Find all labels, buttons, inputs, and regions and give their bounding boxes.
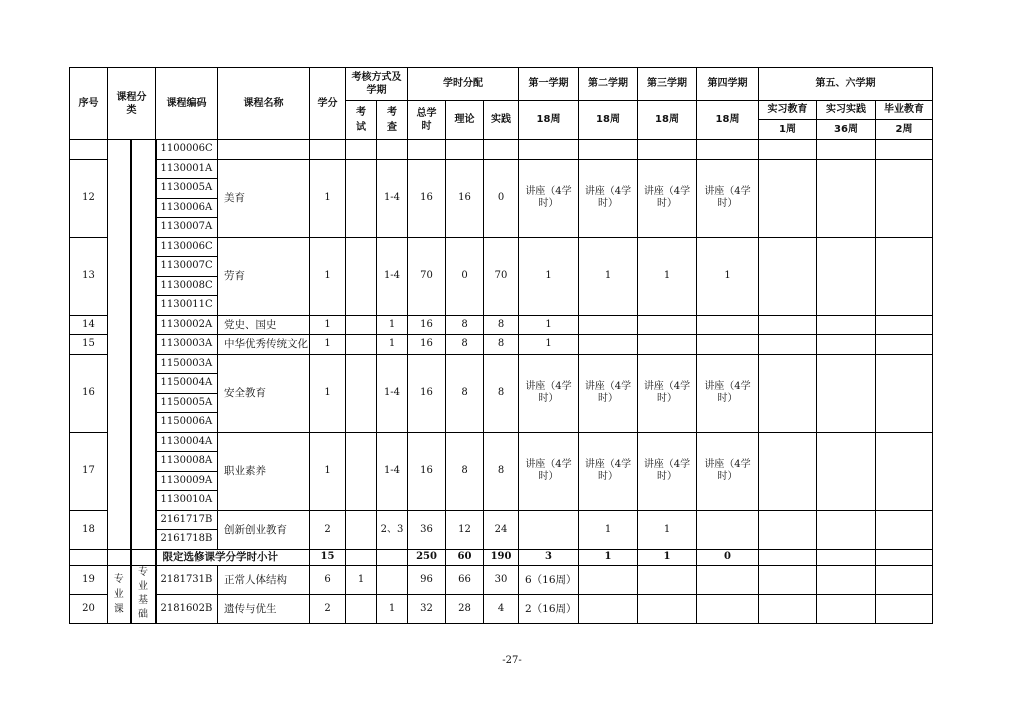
header-seq: 序号 bbox=[70, 68, 108, 140]
empty-cell bbox=[817, 594, 876, 623]
check-cell: 1 bbox=[377, 315, 408, 335]
empty-cell bbox=[759, 565, 817, 594]
internship-cell bbox=[759, 159, 817, 237]
table-row bbox=[70, 565, 933, 594]
header-exam: 考试 bbox=[346, 101, 377, 140]
check-cell: 1-4 bbox=[377, 354, 408, 432]
sem4-cell bbox=[697, 510, 759, 549]
empty-cell bbox=[579, 565, 638, 594]
exam-cell bbox=[346, 237, 377, 315]
practice-cell: 8 bbox=[484, 315, 519, 335]
sem4-cell: 讲座（4学时） bbox=[697, 159, 759, 237]
header-weeks-1: 1周 bbox=[759, 120, 817, 140]
empty-cell bbox=[218, 140, 310, 160]
subtotal-practice: 190 bbox=[484, 549, 519, 565]
header-sem2: 第二学期 bbox=[579, 68, 638, 101]
table-row bbox=[70, 315, 933, 335]
training-cell bbox=[817, 159, 876, 237]
major-subcategory: 专业基础 bbox=[131, 565, 156, 623]
header-practice: 实践 bbox=[484, 101, 519, 140]
header-sem4: 第四学期 bbox=[697, 68, 759, 101]
header-total-hours: 总学时 bbox=[408, 101, 446, 140]
course-code: 2181602B bbox=[156, 594, 218, 623]
course-code: 1130007C bbox=[156, 257, 218, 277]
empty-cell bbox=[817, 140, 876, 160]
theory-cell: 8 bbox=[446, 354, 484, 432]
subtotal-exam bbox=[346, 549, 377, 565]
sem2-cell: 讲座（4学时） bbox=[579, 159, 638, 237]
seq-cell: 14 bbox=[70, 315, 108, 335]
total-hours-cell: 16 bbox=[408, 315, 446, 335]
header-credit: 学分 bbox=[310, 68, 346, 140]
subtotal-graduation bbox=[876, 549, 933, 565]
practice-cell: 0 bbox=[484, 159, 519, 237]
check-cell bbox=[377, 565, 408, 594]
empty-cell bbox=[579, 594, 638, 623]
internship-cell bbox=[759, 354, 817, 432]
sem1-cell bbox=[519, 510, 579, 549]
sem3-cell bbox=[638, 335, 697, 355]
course-name: 职业素养 bbox=[218, 432, 310, 510]
internship-cell bbox=[759, 237, 817, 315]
exam-cell bbox=[346, 432, 377, 510]
exam-cell bbox=[346, 594, 377, 623]
theory-cell: 28 bbox=[446, 594, 484, 623]
subtotal-internship bbox=[759, 549, 817, 565]
internship-cell bbox=[759, 432, 817, 510]
course-code: 1130011C bbox=[156, 296, 218, 316]
empty-cell bbox=[484, 140, 519, 160]
total-hours-cell: 16 bbox=[408, 432, 446, 510]
course-code: 1130006A bbox=[156, 198, 218, 218]
category-cell bbox=[108, 140, 131, 550]
sem1-cell: 讲座（4学时） bbox=[519, 432, 579, 510]
course-code: 2161718B bbox=[156, 530, 218, 550]
course-code: 1130009A bbox=[156, 471, 218, 491]
graduation-cell bbox=[876, 237, 933, 315]
sem3-cell: 1 bbox=[638, 237, 697, 315]
sem3-cell: 讲座（4学时） bbox=[638, 432, 697, 510]
sem1-cell: 6（16周） bbox=[519, 565, 579, 594]
exam-cell bbox=[346, 315, 377, 335]
course-code: 1130002A bbox=[156, 315, 218, 335]
check-cell: 2、3 bbox=[377, 510, 408, 549]
course-code: 1150004A bbox=[156, 374, 218, 394]
total-hours-cell: 96 bbox=[408, 565, 446, 594]
credit-cell: 1 bbox=[310, 354, 346, 432]
sem4-cell: 讲座（4学时） bbox=[697, 432, 759, 510]
seq-cell: 18 bbox=[70, 510, 108, 549]
header-sem1-weeks: 18周 bbox=[519, 101, 579, 140]
training-cell bbox=[817, 315, 876, 335]
header-sem2-weeks: 18周 bbox=[579, 101, 638, 140]
sem3-cell: 1 bbox=[638, 510, 697, 549]
course-code: 1130008A bbox=[156, 452, 218, 472]
sem2-cell: 1 bbox=[579, 237, 638, 315]
graduation-cell bbox=[876, 354, 933, 432]
empty-cell bbox=[876, 594, 933, 623]
seq-cell bbox=[70, 549, 108, 565]
seq-cell: 12 bbox=[70, 159, 108, 237]
graduation-cell bbox=[876, 335, 933, 355]
exam-cell bbox=[346, 159, 377, 237]
course-name: 美育 bbox=[218, 159, 310, 237]
sem1-cell: 讲座（4学时） bbox=[519, 159, 579, 237]
course-name: 中华优秀传统文化 bbox=[218, 335, 310, 355]
seq-cell bbox=[70, 140, 108, 160]
practice-cell: 70 bbox=[484, 237, 519, 315]
page-number: -27- bbox=[502, 655, 522, 666]
seq-cell: 16 bbox=[70, 354, 108, 432]
sem1-cell: 1 bbox=[519, 335, 579, 355]
course-code: 1130005A bbox=[156, 179, 218, 199]
course-code: 1130006C bbox=[156, 237, 218, 257]
header-graduation: 毕业教育 bbox=[876, 101, 933, 120]
total-hours-cell: 16 bbox=[408, 335, 446, 355]
course-code: 1130008C bbox=[156, 276, 218, 296]
sem2-cell: 讲座（4学时） bbox=[579, 432, 638, 510]
category-cell bbox=[108, 549, 131, 565]
header-row-1 bbox=[70, 68, 933, 101]
sem1-cell: 1 bbox=[519, 315, 579, 335]
subtotal-sem1: 3 bbox=[519, 549, 579, 565]
subtotal-check bbox=[377, 549, 408, 565]
practice-cell: 4 bbox=[484, 594, 519, 623]
header-category: 课程分类 bbox=[108, 68, 156, 140]
check-cell: 1 bbox=[377, 594, 408, 623]
internship-cell bbox=[759, 315, 817, 335]
major-category: 专业课 bbox=[108, 565, 131, 623]
empty-cell bbox=[346, 140, 377, 160]
empty-cell bbox=[876, 140, 933, 160]
credit-cell: 1 bbox=[310, 237, 346, 315]
subtotal-total: 250 bbox=[408, 549, 446, 565]
course-code: 1130010A bbox=[156, 491, 218, 511]
subtotal-sem2: 1 bbox=[579, 549, 638, 565]
header-weeks-2: 2周 bbox=[876, 120, 933, 140]
empty-cell bbox=[876, 565, 933, 594]
exam-cell bbox=[346, 510, 377, 549]
header-assess: 考核方式及学期 bbox=[346, 68, 408, 101]
empty-cell bbox=[638, 594, 697, 623]
curriculum-table bbox=[69, 67, 933, 624]
sem3-cell bbox=[638, 315, 697, 335]
practice-cell: 8 bbox=[484, 335, 519, 355]
header-training: 实习实践 bbox=[817, 101, 876, 120]
empty-cell bbox=[519, 140, 579, 160]
subtotal-sem4: 0 bbox=[697, 549, 759, 565]
table-row bbox=[70, 159, 933, 179]
credit-cell: 1 bbox=[310, 432, 346, 510]
sem1-cell: 2（16周） bbox=[519, 594, 579, 623]
exam-cell bbox=[346, 335, 377, 355]
course-code: 1130004A bbox=[156, 432, 218, 452]
table-row bbox=[70, 237, 933, 257]
total-hours-cell: 70 bbox=[408, 237, 446, 315]
course-code: 2161717B bbox=[156, 510, 218, 530]
continued-row bbox=[70, 140, 933, 160]
credit-cell: 2 bbox=[310, 510, 346, 549]
credit-cell: 1 bbox=[310, 315, 346, 335]
empty-cell bbox=[310, 140, 346, 160]
credit-cell: 6 bbox=[310, 565, 346, 594]
table-row bbox=[70, 594, 933, 623]
course-code: 1130007A bbox=[156, 218, 218, 238]
subtotal-sem3: 1 bbox=[638, 549, 697, 565]
empty-cell bbox=[408, 140, 446, 160]
subtotal-row bbox=[70, 549, 933, 565]
practice-cell: 24 bbox=[484, 510, 519, 549]
seq-cell: 20 bbox=[70, 594, 108, 623]
total-hours-cell: 32 bbox=[408, 594, 446, 623]
table-row bbox=[70, 354, 933, 374]
course-code: 1150006A bbox=[156, 413, 218, 433]
check-cell: 1-4 bbox=[377, 159, 408, 237]
sem4-cell: 1 bbox=[697, 237, 759, 315]
theory-cell: 0 bbox=[446, 237, 484, 315]
credit-cell: 1 bbox=[310, 335, 346, 355]
exam-cell: 1 bbox=[346, 565, 377, 594]
empty-cell bbox=[579, 140, 638, 160]
subtotal-label: 限定选修课学分学时小计 bbox=[156, 549, 310, 565]
empty-cell bbox=[697, 565, 759, 594]
course-name: 创新创业教育 bbox=[218, 510, 310, 549]
empty-cell bbox=[638, 140, 697, 160]
empty-cell bbox=[759, 594, 817, 623]
table-row bbox=[70, 432, 933, 452]
internship-cell bbox=[759, 510, 817, 549]
empty-cell bbox=[817, 565, 876, 594]
course-name: 党史、国史 bbox=[218, 315, 310, 335]
course-code: 1150003A bbox=[156, 354, 218, 374]
empty-cell bbox=[638, 565, 697, 594]
theory-cell: 8 bbox=[446, 432, 484, 510]
internship-cell bbox=[759, 335, 817, 355]
category-sub-cell bbox=[131, 549, 156, 565]
sem1-cell: 讲座（4学时） bbox=[519, 354, 579, 432]
empty-cell bbox=[759, 140, 817, 160]
practice-cell: 8 bbox=[484, 354, 519, 432]
empty-cell bbox=[697, 140, 759, 160]
sem4-cell bbox=[697, 335, 759, 355]
credit-cell: 1 bbox=[310, 159, 346, 237]
course-name: 安全教育 bbox=[218, 354, 310, 432]
check-cell: 1-4 bbox=[377, 432, 408, 510]
course-code: 1130003A bbox=[156, 335, 218, 355]
graduation-cell bbox=[876, 510, 933, 549]
subtotal-theory: 60 bbox=[446, 549, 484, 565]
training-cell bbox=[817, 432, 876, 510]
sem4-cell: 讲座（4学时） bbox=[697, 354, 759, 432]
graduation-cell bbox=[876, 315, 933, 335]
sem2-cell: 讲座（4学时） bbox=[579, 354, 638, 432]
exam-cell bbox=[346, 354, 377, 432]
seq-cell: 19 bbox=[70, 565, 108, 594]
course-name: 遗传与优生 bbox=[218, 594, 310, 623]
header-name: 课程名称 bbox=[218, 68, 310, 140]
header-sem4-weeks: 18周 bbox=[697, 101, 759, 140]
graduation-cell bbox=[876, 432, 933, 510]
practice-cell: 8 bbox=[484, 432, 519, 510]
course-code: 2181731B bbox=[156, 565, 218, 594]
training-cell bbox=[817, 354, 876, 432]
subtotal-training bbox=[817, 549, 876, 565]
course-code: 1100006C bbox=[156, 140, 218, 160]
check-cell: 1 bbox=[377, 335, 408, 355]
header-sem1: 第一学期 bbox=[519, 68, 579, 101]
table-row bbox=[70, 510, 933, 530]
header-sem3: 第三学期 bbox=[638, 68, 697, 101]
theory-cell: 8 bbox=[446, 335, 484, 355]
sem3-cell: 讲座（4学时） bbox=[638, 354, 697, 432]
check-cell: 1-4 bbox=[377, 237, 408, 315]
seq-cell: 15 bbox=[70, 335, 108, 355]
header-sem3-weeks: 18周 bbox=[638, 101, 697, 140]
course-name: 劳育 bbox=[218, 237, 310, 315]
credit-cell: 2 bbox=[310, 594, 346, 623]
header-theory: 理论 bbox=[446, 101, 484, 140]
training-cell bbox=[817, 335, 876, 355]
header-hours: 学时分配 bbox=[408, 68, 519, 101]
theory-cell: 8 bbox=[446, 315, 484, 335]
training-cell bbox=[817, 237, 876, 315]
header-sem56: 第五、六学期 bbox=[759, 68, 933, 101]
header-weeks-36: 36周 bbox=[817, 120, 876, 140]
practice-cell: 30 bbox=[484, 565, 519, 594]
sem4-cell bbox=[697, 315, 759, 335]
header-check: 考查 bbox=[377, 101, 408, 140]
training-cell bbox=[817, 510, 876, 549]
sem3-cell: 讲座（4学时） bbox=[638, 159, 697, 237]
seq-cell: 17 bbox=[70, 432, 108, 510]
theory-cell: 66 bbox=[446, 565, 484, 594]
category-sub-cell bbox=[131, 140, 156, 550]
table-row bbox=[70, 335, 933, 355]
sem2-cell bbox=[579, 315, 638, 335]
empty-cell bbox=[697, 594, 759, 623]
course-name: 正常人体结构 bbox=[218, 565, 310, 594]
graduation-cell bbox=[876, 159, 933, 237]
sem1-cell: 1 bbox=[519, 237, 579, 315]
header-internship: 实习教育 bbox=[759, 101, 817, 120]
sem2-cell bbox=[579, 335, 638, 355]
total-hours-cell: 16 bbox=[408, 159, 446, 237]
header-code: 课程编码 bbox=[156, 68, 218, 140]
total-hours-cell: 16 bbox=[408, 354, 446, 432]
theory-cell: 16 bbox=[446, 159, 484, 237]
empty-cell bbox=[446, 140, 484, 160]
seq-cell: 13 bbox=[70, 237, 108, 315]
empty-cell bbox=[377, 140, 408, 160]
total-hours-cell: 36 bbox=[408, 510, 446, 549]
course-code: 1150005A bbox=[156, 393, 218, 413]
sem2-cell: 1 bbox=[579, 510, 638, 549]
course-code: 1130001A bbox=[156, 159, 218, 179]
theory-cell: 12 bbox=[446, 510, 484, 549]
subtotal-credit: 15 bbox=[310, 549, 346, 565]
